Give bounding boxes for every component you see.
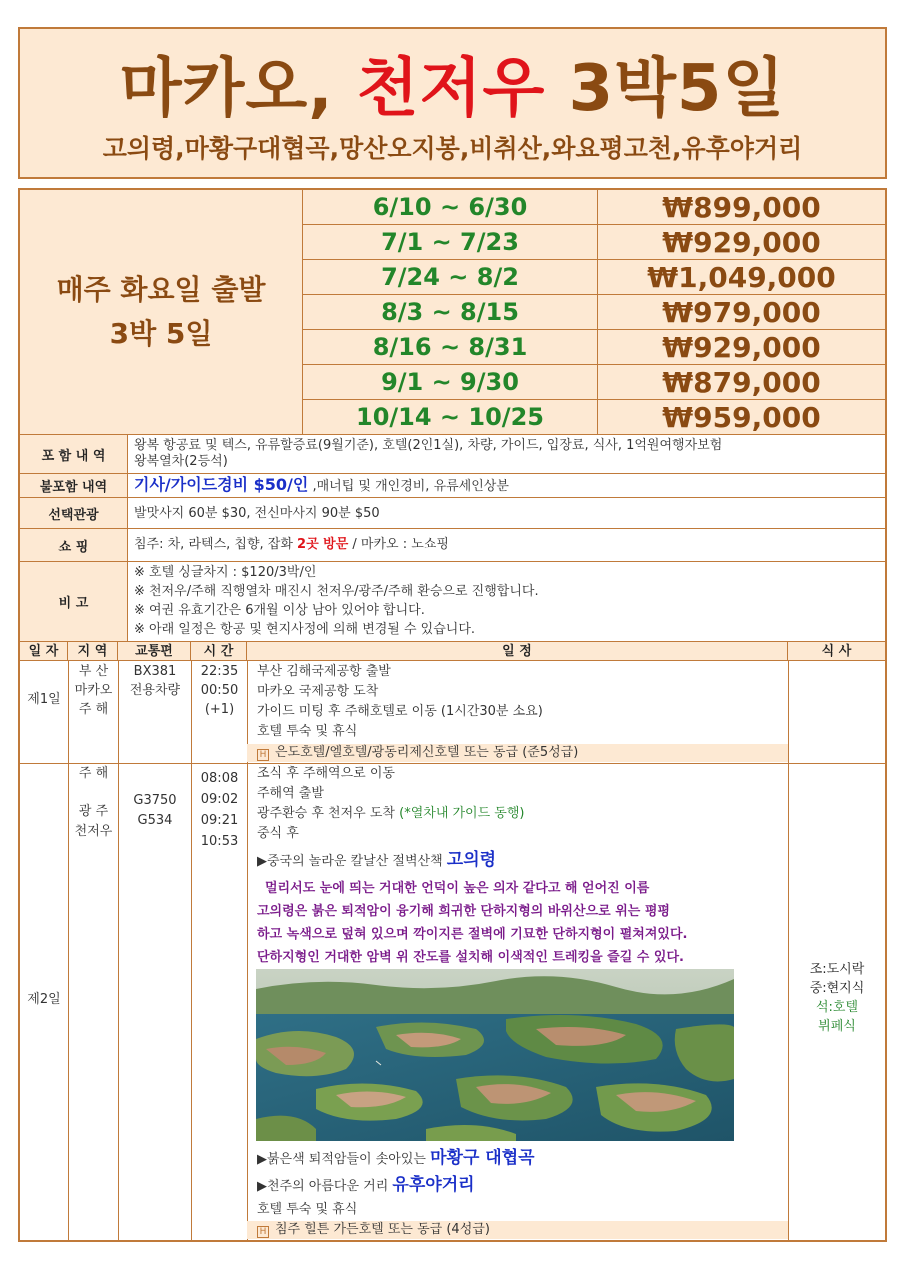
optional-row	[20, 498, 885, 529]
excluded-row	[20, 474, 885, 498]
attraction-intro: ▶천주의 아름다운 거리	[257, 1179, 393, 1194]
time-item: 10:53	[200, 834, 239, 849]
time-item: 09:21	[200, 813, 239, 828]
page-subtitle: 고의령,마황구대협곡,망산오지봉,비취산,와요평고천,유후야거리	[102, 134, 803, 163]
attraction-name: 유후야거리	[392, 1175, 475, 1195]
meal-item: 조:도시락	[809, 962, 865, 977]
price-row	[303, 365, 885, 400]
included-line: 왕복열차(2등석)	[134, 454, 228, 469]
price-value: ₩879,000	[598, 365, 885, 399]
schedule-text: 광주환승 후 천저우 도착	[257, 806, 400, 821]
attraction-name: 마황구 대협곡	[430, 1148, 535, 1168]
price-row	[303, 400, 885, 435]
title-prefix: 마카오,	[119, 52, 334, 126]
attraction-line	[257, 1146, 535, 1172]
shopping-content	[134, 537, 879, 553]
day1-label: 제1일	[27, 692, 61, 707]
shopping-highlight: 2곳 방문	[297, 537, 349, 552]
included-content	[134, 438, 879, 470]
price-period: 7/1 ~ 7/23	[303, 225, 598, 259]
attraction-name: 고의령	[446, 850, 497, 870]
price-period: 7/24 ~ 8/2	[303, 260, 598, 294]
guide-note: (*열차내 가이드 동행)	[399, 806, 525, 821]
excluded-content	[134, 477, 879, 495]
shopping-label: 쇼 핑	[20, 529, 128, 561]
day2-label: 제2일	[27, 992, 61, 1007]
region-item: 주 해	[78, 766, 109, 781]
notes-label: 비 고	[20, 562, 128, 641]
header-time: 시 간	[191, 642, 247, 660]
note-line: ※ 호텔 싱글차지 : $120/3박/인	[134, 565, 317, 580]
price-row	[303, 330, 885, 365]
price-value: ₩899,000	[598, 190, 885, 224]
grid-line	[191, 661, 192, 1241]
price-period: 8/16 ~ 8/31	[303, 330, 598, 364]
note-line: ※ 아래 일정은 항공 및 현지사정에 의해 변경될 수 있습니다.	[134, 622, 476, 637]
attraction-intro: ▶중국의 놀라운 칼날산 절벽산책	[257, 854, 447, 869]
meal-item: 중:현지식	[809, 981, 865, 996]
region-item: 광 주	[78, 804, 109, 819]
note-line: ※ 여권 유효기간은 6개월 이상 남아 있어야 합니다.	[134, 603, 425, 618]
day2-schedule-top	[257, 764, 525, 874]
price-period: 8/3 ~ 8/15	[303, 295, 598, 329]
region-item: 부 산	[78, 664, 109, 679]
price-period: 6/10 ~ 6/30	[303, 190, 598, 224]
attraction-line	[257, 848, 525, 874]
time-item: 09:02	[200, 792, 239, 807]
hotel-icon: H	[257, 1226, 269, 1238]
photo-image	[256, 969, 734, 1141]
day2-hotel	[247, 1221, 788, 1239]
schedule-line: 마카오 국제공항 도착	[257, 684, 379, 699]
header-transport: 교통편	[118, 642, 191, 660]
price-row	[303, 225, 885, 260]
time-item: (+1)	[204, 702, 235, 717]
notes-row	[20, 562, 885, 641]
schedule-line: 중식 후	[257, 826, 299, 841]
excluded-rest: ,매너팁 및 개인경비, 유류세인상분	[308, 479, 509, 494]
attraction-intro: ▶붉은색 퇴적암들이 솟아있는	[257, 1152, 431, 1167]
day1-schedule	[257, 662, 543, 742]
schedule-line: 가이드 미팅 후 주해호텔로 이동 (1시간30분 소요)	[257, 704, 543, 719]
day2-meals	[789, 960, 885, 1036]
attraction-description	[257, 877, 687, 969]
price-value: ₩929,000	[598, 225, 885, 259]
shopping-post: / 마카오 : 노쇼핑	[348, 537, 449, 552]
day1-hotel-text: 은도호텔/엘호텔/광동리제신호텔 또는 동급 (준5성급)	[275, 745, 579, 760]
region-item: 천저우	[74, 824, 113, 839]
meal-item: 뷔페식	[818, 1019, 856, 1034]
title-suffix: 3박5일	[568, 52, 786, 126]
schedule-line: 호텔 투숙 및 휴식	[257, 1202, 358, 1217]
price-value: ₩959,000	[598, 400, 885, 434]
canyon-lake-photo	[256, 969, 734, 1141]
excluded-label: 불포함 내역	[20, 474, 128, 497]
day1-hotel	[247, 744, 788, 762]
notes-content	[134, 563, 879, 639]
guide-fee: 기사/가이드경비 $50/인	[134, 475, 309, 494]
itinerary-header	[20, 641, 885, 661]
desc-line: 고의령은 붉은 퇴적암이 융기해 희귀한 단하지형의 바위산으로 위는 평평	[257, 904, 670, 919]
attraction-line	[257, 1172, 535, 1200]
day2-schedule-bottom	[257, 1146, 535, 1220]
price-period: 9/1 ~ 9/30	[303, 365, 598, 399]
grid-line	[68, 661, 69, 1241]
schedule-line	[257, 804, 525, 824]
schedule-line: 조식 후 주해역으로 이동	[257, 766, 395, 781]
price-value: ₩1,049,000	[598, 260, 885, 294]
desc-line: 단하지형인 거대한 암벽 위 잔도를 설치해 이색적인 트레킹을 즐길 수 있다.	[257, 950, 684, 965]
note-line: ※ 천저우/주해 직행열차 매진시 천저우/광주/주해 환승으로 진행합니다.	[134, 584, 539, 599]
page-title	[20, 49, 885, 129]
grid-line	[788, 661, 789, 1241]
optional-label: 선택관광	[20, 498, 128, 528]
schedule-line: 주해역 출발	[257, 786, 324, 801]
title-banner	[18, 27, 887, 179]
day1-transport	[119, 662, 191, 700]
schedule-line: 호텔 투숙 및 휴식	[257, 724, 358, 739]
day1-times	[192, 662, 247, 719]
transport-item: G534	[137, 813, 173, 828]
header-schedule: 일 정	[247, 642, 788, 660]
header-meal: 식 사	[821, 644, 852, 659]
time-item: 00:50	[200, 683, 239, 698]
departure-info	[20, 190, 303, 435]
header-day: 일 자	[20, 642, 68, 660]
day2-times	[192, 768, 247, 852]
included-row	[20, 435, 885, 474]
meal-item: 석:호텔	[815, 1000, 859, 1015]
title-highlight: 천저우	[356, 52, 546, 126]
day1-regions	[69, 662, 118, 719]
price-row	[303, 295, 885, 330]
time-item: 22:35	[200, 664, 239, 679]
transport-item: 전용차량	[129, 683, 181, 698]
header-region: 지 역	[68, 642, 118, 660]
day2-hotel-text: 침주 힐튼 가든호텔 또는 동급 (4성급)	[275, 1222, 490, 1237]
shopping-row	[20, 529, 885, 562]
hotel-icon: H	[257, 749, 269, 761]
optional-content: 발맛사지 60분 $30, 전신마사지 90분 $50	[134, 506, 380, 521]
price-row	[303, 190, 885, 225]
time-item: 08:08	[200, 771, 239, 786]
transport-item: G3750	[133, 793, 177, 808]
day2-regions	[69, 764, 118, 842]
grid-line	[118, 661, 119, 1241]
region-item: 주 해	[78, 702, 109, 717]
price-value: ₩979,000	[598, 295, 885, 329]
desc-line: 하고 녹색으로 덮혀 있으며 깍이지른 절벽에 기묘한 단하지형이 펼쳐져있다.	[257, 927, 688, 942]
included-line: 왕복 항공료 및 텍스, 유류할증료(9월기준), 호텔(2인1실), 차량, 가이드, 입장료, 식사, 1억원여행자보험	[134, 438, 723, 453]
price-row	[303, 260, 885, 295]
price-value: ₩929,000	[598, 330, 885, 364]
departure-line1: 매주 화요일 출발	[56, 273, 266, 306]
schedule-line: 부산 김해국제공항 출발	[257, 664, 391, 679]
transport-item: BX381	[133, 664, 177, 679]
desc-line: 멀리서도 눈에 띄는 거대한 언덕이 높은 의자 같다고 해 얻어진 이름	[265, 881, 650, 896]
day2-transport	[119, 791, 191, 831]
departure-line2: 3박 5일	[109, 317, 213, 350]
shopping-pre: 침주: 차, 라텍스, 칩향, 잡화	[134, 537, 298, 552]
included-label: 포 함 내 역	[20, 435, 128, 473]
price-period: 10/14 ~ 10/25	[303, 400, 598, 434]
region-item: 마카오	[74, 683, 113, 698]
